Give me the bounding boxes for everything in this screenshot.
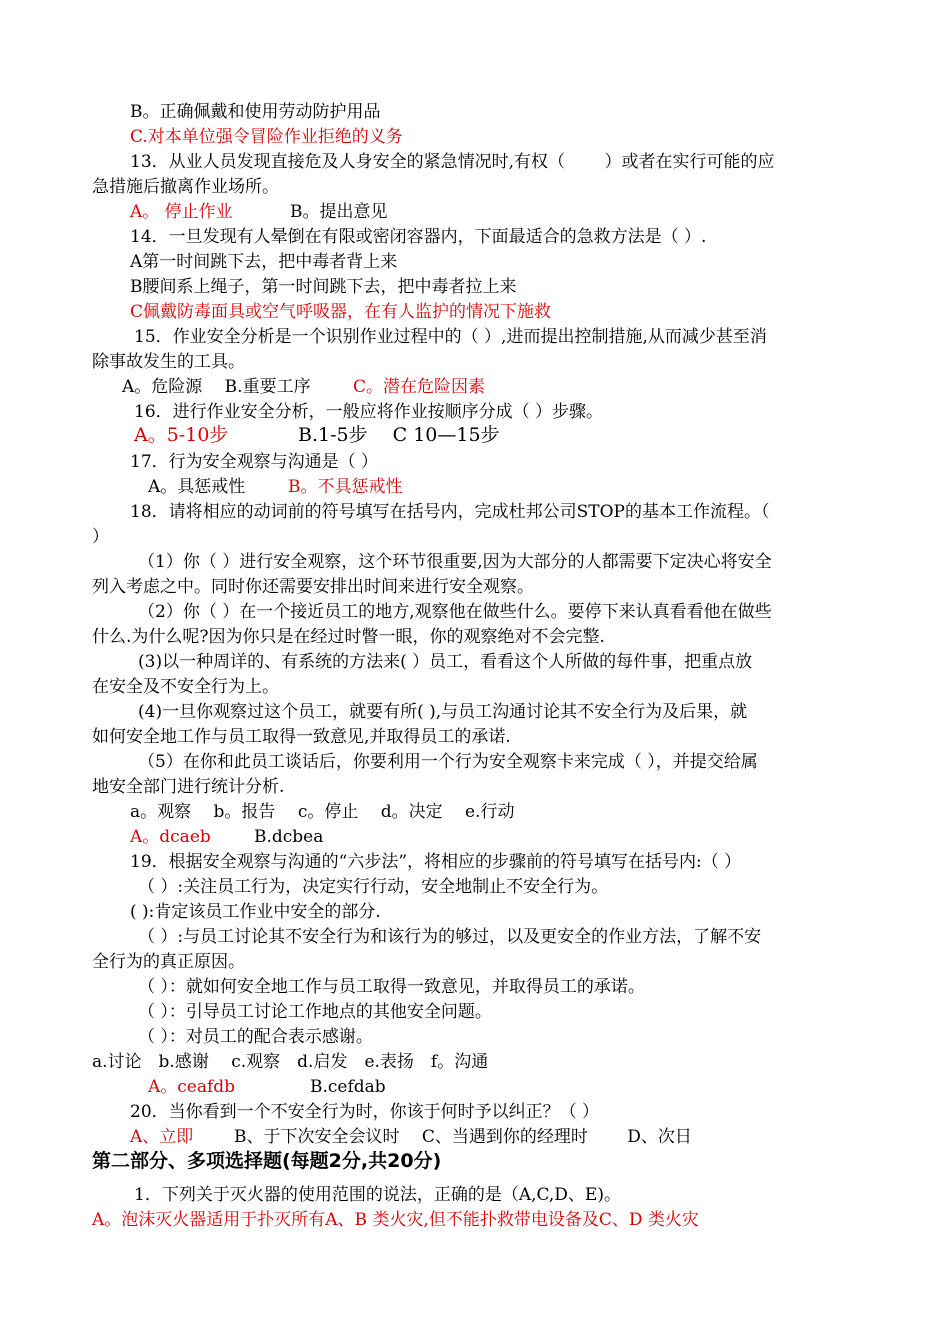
answer-19-a: A。ceafdb xyxy=(148,1077,236,1097)
question-14: 14．一旦发现有人晕倒在有限或密闭容器内，下面最适合的急救方法是（ ）. xyxy=(130,227,707,247)
option-17-a: A。具惩戒性 xyxy=(148,477,246,497)
blank-step-4: （ ）：就如何安全地工作与员工取得一致意见，并取得员工的承诺。 xyxy=(138,977,645,997)
question-18-cont: ） xyxy=(92,527,109,547)
blank-step-3: （ ）:与员工讨论其不安全行为和该行为的够过，以及更安全的作业方法，了解不安 xyxy=(138,927,762,947)
answer-15-c: C。潜在危险因素 xyxy=(353,377,486,397)
answer-20-a: A、立即 xyxy=(130,1127,194,1147)
question-13-cont: 急措施后撤离作业场所。 xyxy=(92,177,279,197)
option-19-b: B.cefdab xyxy=(310,1077,386,1097)
option-18-b: B.dcbea xyxy=(254,827,324,847)
blank-step-5: （ ）：引导员工讨论工作地点的其他安全问题。 xyxy=(138,1002,492,1022)
answer-13-a: A。 停止作业 xyxy=(130,202,233,222)
step-1-cont: 列入考虑之中。同时你还需要安排出时间来进行安全观察。 xyxy=(92,577,534,597)
answer-14-c: C佩戴防毒面具或空气呼吸器，在有人监护的情况下施救 xyxy=(130,302,552,322)
option-14-b: B腰间系上绳子，第一时间跳下去，把中毒者拉上来 xyxy=(130,277,517,297)
blank-step-3-cont: 全行为的真正原因。 xyxy=(92,952,245,972)
mc-answer-a: A。泡沫灭火器适用于扑灭所有A、B 类火灾,但不能扑救带电设备及C、D 类火灾 xyxy=(92,1210,699,1230)
question-19: 19．根据安全观察与沟通的“六步法”，将相应的步骤前的符号填写在括号内:（ ） xyxy=(130,852,742,872)
answer-16-a: A。5-10步 xyxy=(134,424,229,446)
question-16: 16．进行作业安全分析，一般应将作业按顺序分成（ ）步骤。 xyxy=(134,402,604,422)
mc-question-1: 1．下列关于灭火器的使用范围的说法，正确的是（A,C,D、E)。 xyxy=(134,1185,621,1205)
blank-step-6: （ ）：对员工的配合表示感谢。 xyxy=(138,1027,373,1047)
option-13-b: B。提出意见 xyxy=(290,202,388,222)
options-16-bc: B.1-5步 C 10—15步 xyxy=(298,424,500,446)
step-3: (3)以一种周详的、有系统的方法来( ）员工，看看这个人所做的每件事，把重点放 xyxy=(138,652,753,672)
step-3-cont: 在安全及不安全行为上。 xyxy=(92,677,279,697)
step-4: (4)一旦你观察过这个员工，就要有所( ),与员工沟通讨论其不安全行为及后果，就 xyxy=(138,702,748,722)
question-17: 17．行为安全观察与沟通是（ ） xyxy=(130,452,379,472)
step-1: （1）你（ ）进行安全观察，这个环节很重要,因为大部分的人都需要下定决心将安全 xyxy=(138,552,772,572)
answer-c-text: C.对本单位强令冒险作业拒绝的义务 xyxy=(130,127,403,147)
blank-step-2: ( ):肯定该员工作业中安全的部分. xyxy=(130,902,381,922)
question-15: 15．作业安全分析是一个识别作业过程中的（ ）,进而提出控制措施,从而减少甚至消 xyxy=(134,327,767,347)
answer-17-b: B。不具惩戒性 xyxy=(288,477,403,497)
option-14-a: A第一时间跳下去，把中毒者背上来 xyxy=(130,252,398,272)
step-5: （5）在你和此员工谈话后，你要利用一个行为安全观察卡来完成（ ），并提交给属 xyxy=(138,752,758,772)
section-heading: 第二部分、多项选择题(每题2分,共20分) xyxy=(92,1150,442,1172)
verb-options: a。观察 b。报告 c。停止 d。决定 e.行动 xyxy=(130,802,515,822)
options-15-ab: A。危险源 B.重要工序 xyxy=(122,377,311,397)
blank-step-1: （ ）:关注员工行为，决定实行行动，安全地制止不安全行为。 xyxy=(138,877,609,897)
question-18: 18．请将相应的动词前的符号填写在括号内，完成杜邦公司STOP的基本工作流程。（ xyxy=(130,502,770,522)
step-5-cont: 地安全部门进行统计分析. xyxy=(92,777,285,797)
option-b-text: B。正确佩戴和使用劳动防护用品 xyxy=(130,102,381,122)
question-13: 13．从业人员发现直接危及人身安全的紧急情况时,有权（ ）或者在实行可能的应 xyxy=(130,152,775,172)
answer-18-a: A。dcaeb xyxy=(130,827,211,847)
step-2: （2）你（ ）在一个接近员工的地方,观察他在做些什么。要停下来认真看看他在做些 xyxy=(138,602,772,622)
question-15-cont: 除事故发生的工具。 xyxy=(92,352,245,372)
step-options: a.讨论 b.感谢 c.观察 d.启发 e.表扬 f。沟通 xyxy=(92,1052,489,1072)
options-20-bcd: B、于下次安全会议时 C、当遇到你的经理时 D、次日 xyxy=(234,1127,692,1147)
question-20: 20．当你看到一个不安全行为时，你该于何时予以纠正？（ ） xyxy=(130,1102,600,1122)
step-2-cont: 什么.为什么呢?因为你只是在经过时瞥一眼，你的观察绝对不会完整. xyxy=(92,627,605,647)
step-4-cont: 如何安全地工作与员工取得一致意见,并取得员工的承诺. xyxy=(92,727,511,747)
